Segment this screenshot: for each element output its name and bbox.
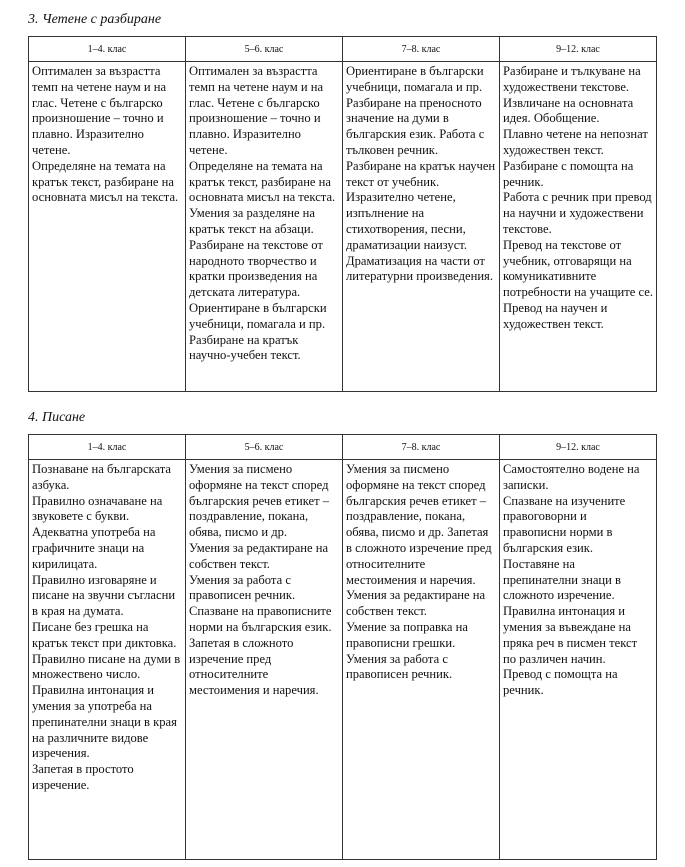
cell-paragraph: Разбиране на кратък научен текст от учебник. xyxy=(346,158,496,189)
cell-paragraph: Познаване на българската азбука. xyxy=(32,462,171,492)
cell-paragraph: Умения за редактиране на собствен текст. xyxy=(346,588,486,619)
cell-paragraph: Определяне на темата на кратък текст, разбиране на основната мисъл на текста. xyxy=(32,158,179,205)
cell-paragraph: Умения за разделяне на кратък текст на абзаци. xyxy=(189,206,316,236)
cell-paragraph: Умение за поправка на правописни грешки. xyxy=(346,619,468,650)
cell-paragraph: Разбиране на текстове от народното творчество и кратки произведения на детската литература. xyxy=(189,237,323,300)
reading-content-row xyxy=(29,62,657,392)
cell-paragraph: Самостоятелно водене на записки. xyxy=(503,462,640,492)
writing-cell-9-12 xyxy=(500,460,657,860)
cell-paragraph: Правилна интонация и умения за употреба на препинателни знаци в края на различните видове изречения. xyxy=(32,683,177,761)
column-header: 9–12. клас xyxy=(500,435,657,460)
reading-table xyxy=(28,36,657,392)
cell-paragraph: Разбиране на кратък научно-учебен текст. xyxy=(189,332,301,363)
cell-paragraph: Умения за работа с правописен речник. xyxy=(189,572,296,603)
cell-paragraph: Писане без грешка на кратък текст при диктовка. xyxy=(32,619,177,650)
column-header: 7–8. клас xyxy=(343,435,500,460)
reading-header-row xyxy=(29,37,657,62)
cell-paragraph: Драматизация на части от литературни произведения. xyxy=(346,253,493,284)
cell-paragraph: Адекватна употреба на графичните знаци на кирилицата. xyxy=(32,525,156,571)
column-header: 7–8. клас xyxy=(343,37,500,62)
cell-paragraph: Правилно изговаряне и писане на звучни съгласни в края на думата. xyxy=(32,572,176,619)
writing-cell-5-6 xyxy=(186,460,343,860)
cell-paragraph: Умения за редактиране на собствен текст. xyxy=(189,540,329,571)
cell-paragraph: Ориентиране в български учебници, помагала и пр. xyxy=(189,300,327,331)
cell-paragraph: Работа с речник при превод на научни и художествени текстове. xyxy=(503,190,652,236)
cell-paragraph: Запетая в сложното изречение пред относителните местоимения и наречия. xyxy=(189,635,319,698)
column-header: 1–4. клас xyxy=(29,435,186,460)
section-title-writing: 4. Писане xyxy=(28,410,86,425)
cell-paragraph: Умения за писмено оформяне на текст според българския речев етикет – поздравление, покана, обява, писмо и др. xyxy=(189,462,330,540)
reading-cell-7-8 xyxy=(343,62,500,392)
cell-paragraph: Ориентиране в български учебници, помагала и пр. xyxy=(346,64,484,94)
cell-paragraph: Поставяне на препинателни знаци в сложното изречение. xyxy=(503,556,621,603)
cell-paragraph: Правилно означаване на звуковете с букви. xyxy=(32,493,163,524)
writing-content-row xyxy=(29,460,657,860)
cell-paragraph: Превод с помощта на речник. xyxy=(503,667,618,698)
cell-paragraph: Оптимален за възрастта темп на четене наум и на глас. Четене с българско произношение – точно и плавно. Изразително четене. xyxy=(189,64,324,157)
writing-header-row xyxy=(29,435,657,460)
cell-paragraph: Правилна интонация и умения за въвеждане на пряка реч в писмен текст по различен начин. xyxy=(503,604,638,666)
writing-cell-1-4 xyxy=(29,460,186,860)
cell-paragraph: Умения за работа с правописен речник. xyxy=(346,651,453,682)
cell-paragraph: Плавно четене на непознат художествен текст. Разбиране с помощта на речник. xyxy=(503,127,648,189)
column-header: 9–12. клас xyxy=(500,37,657,62)
cell-paragraph: Разбиране и тълкуване на художествени текстове. xyxy=(503,64,641,94)
cell-paragraph: Изразително четене, изпълнение на стихотворения, песни, драматизации наизуст. xyxy=(346,190,467,252)
cell-paragraph: Извличане на основната идея. Обобщение. xyxy=(503,95,634,126)
section-title-reading: 3. Четене с разбиране xyxy=(28,12,162,27)
cell-paragraph: Спазване на правописните норми на българския език. xyxy=(189,604,332,634)
cell-paragraph: Правилно писане на думи в множествено число. xyxy=(32,651,181,682)
cell-paragraph: Умения за писмено оформяне на текст според българския речев етикет – поздравление, покана, обява, писмо и др. Запетая в сложното изречение пред относителните местоимения и наречия. xyxy=(346,462,492,587)
cell-paragraph: Превод на текстове от учебник, отговарящи на комуникативните потребности на учащите се. Превод на научен и художествен текст. xyxy=(503,237,654,331)
cell-paragraph: Запетая в простото изречение. xyxy=(32,762,134,792)
cell-paragraph: Определяне на темата на кратък текст, разбиране на основната мисъл на текста. xyxy=(189,158,336,205)
reading-cell-9-12 xyxy=(500,62,657,392)
cell-paragraph: Оптимален за възрастта темп на четене наум и на глас. Четене с българско произношение – точно и плавно. Изразително четене. xyxy=(32,64,167,157)
column-header: 5–6. клас xyxy=(186,37,343,62)
reading-cell-1-4 xyxy=(29,62,186,392)
cell-paragraph: Спазване на изучените правоговорни и правописни норми в българския език. xyxy=(503,493,626,555)
reading-cell-5-6 xyxy=(186,62,343,392)
column-header: 5–6. клас xyxy=(186,435,343,460)
column-header: 1–4. клас xyxy=(29,37,186,62)
writing-table xyxy=(28,434,657,860)
writing-cell-7-8 xyxy=(343,460,500,860)
cell-paragraph: Разбиране на преносното значение на думи в българския език. Работа с тълковен речник. xyxy=(346,95,485,157)
